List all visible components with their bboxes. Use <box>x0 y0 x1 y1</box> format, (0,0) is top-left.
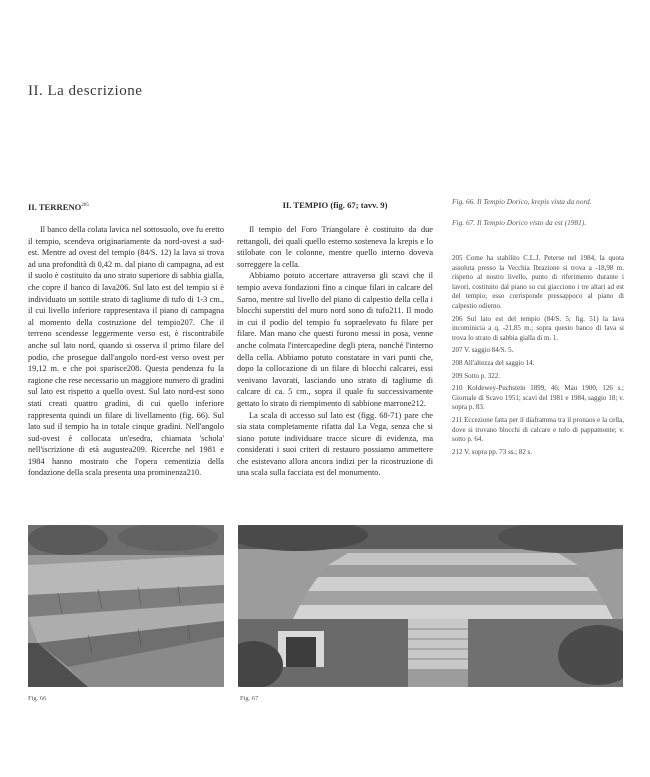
footnotes <box>452 254 624 457</box>
section-heading-tempio: II. TEMPIO (fig. 67; tavv. 9) <box>282 200 388 210</box>
section-heading-terreno <box>28 200 224 212</box>
paragraph-tempio-3: La scala di accesso sul lato est (figg. 68-71) pare che sia stata completamente rifatta dal La Vega, senza che si siano potute individuare tracce sicure di evidenza, ma considerati i suoi criteri di restauro possiamo ammettere che esistevano allora ancora indizi per la ricostruzione di una scala sulla facciata est del monumento. <box>237 410 433 478</box>
footnote: 206 Sul lato est del tempio (84/S. 5; fig. 51) la lava incominicia a q. -21,85 m.; sopra questo banco di lava si trova lo strato di sabbia gialla di m. 1. <box>452 314 624 342</box>
chapter-title: II. La descrizione <box>28 83 143 99</box>
paragraph-tempio-2: Abbiamo potuto accertare attraverso gli scavi che il tempio aveva fondazioni fino a cinque filari in calcare del Sarno, mentre sul livello del piano di calpestio della cella i blocchi superstiti del muro nord sono di tufo211. Il modo in cui il podio del tempio fu sopraelevato fu filare per filare. Man mano che questi furono messi in posa, venne anche colmata l'intercapedine degli ptera, nonché l'interno della cella. Abbiamo potuto constatare in vari punti che, dopo la collocazione di un filare di blocchi calcarei, essi venivano lavorati, lasciando uno strato di tagliume di calcare di ca. 5 cm., sopra il quale fu successivamente gettato lo strato di riempimento di sabbione marrone212. <box>237 271 433 408</box>
column-tempio <box>237 200 433 479</box>
paragraph-terreno: Il banco della colata lavica nel sottosuolo, ove fu eretto il tempio, scendeva originariamente da nord-ovest a sud-est. Mentre ad ovest del tempio (84/S. 12) la lava si trova ad una profondità di 0,42 m. dal piano di campagna, ad est il suolo è costituito da uno strato superiore di sabbia gialla, che copre il banco di lava206. Sul lato est del tempio si è individuato un sottile strato di tagliume di tufo di 1-3 cm., il cui livello inferiore rappresentava il piano di campagna al momento della costruzione del tempio207. Che il terreno scendesse leggermente verso est, è riscontrabile anche sul lato nord, quando si osserva il primo filare del podio, che prosegue dall'angolo nord-est verso ovest per 19,12 m. e che poi sparisce208. Questa pendenza fu la ragione che rese necessario un maggiore numero di gradini sul lato est rispetto a quello ovest. Sul lato nord-est sono stati creati quattro gradini, di cui quello inferiore rappresenta quindi un filare di livellamento (fig. 66). Sul lato sud il tempio ha in totale cinque gradini. Nell'angolo sud-ovest è collocata un'esedra, chiamata 'schola' nell'iscrizione di età augustea209. Ricerche nel 1981 e 1984 hanno mostrato che l'opera cementizia della fondazione della scala presenta una prominenza210. <box>28 225 224 478</box>
column-terreno <box>28 200 224 479</box>
footnote: 208 All'altezza del saggio 14. <box>452 358 535 367</box>
footnote: 209 Sotto p. 322. <box>452 371 501 380</box>
sidebar-notes <box>452 197 624 460</box>
heading-footnote-ref: 205 <box>81 203 89 208</box>
caption-fig-67: Fig. 67. Il Tempio Dorico visto da est (1981). <box>452 218 587 227</box>
footnote: 211 Eccezione fatta per il diaframma tra il pronaos e la cella, dove si trovano blocchi di calcare e tufo di pappamonte; v. sotto p. 64. <box>452 415 624 444</box>
photo-krepis-north <box>28 525 224 687</box>
footnote: 207 V. saggio 84/S. 5. <box>452 346 514 355</box>
figure-label-67: Fig. 67 <box>240 695 259 702</box>
footnote: 205 Come ha stabilito C.L.J. Peterse nel 1984, la quota assoluta presso la Vecchia Ibrazione si trova a -18,98 m. rispetto al nostro livello, punto di riferimento durante i lavori, costituito dal piano su cui giacciono i tre altari ad est del tempio; esso corrisponde pressappoco al piano di calpestio odierno. <box>452 254 624 310</box>
footnote: 212 V. sopra pp. 73 ss.; 82 s. <box>452 447 533 456</box>
paragraph-tempio-1: Il tempio del Foro Triangolare è costituito da due rettangoli, dei quali quello esterno sosteneva la krepis e lo stilobate con le colonne, mentre quello interno doveva sorreggere la cella. <box>237 225 433 269</box>
photo-temple-east <box>238 525 623 687</box>
figure-label-66: Fig. 66 <box>28 695 47 702</box>
caption-fig-66: Fig. 66. Il Tempio Dorico, krepis vista da nord. <box>452 197 592 206</box>
section-heading-terreno-text: II. TERRENO <box>28 201 82 212</box>
footnote: 210 Koldewey-Puchstein 1899, 46; Mau 1900, 126 s.; Giornale di Scavo 1951; scavi del 1981 e 1984, saggio 18; v. sopra p. 83. <box>452 384 624 412</box>
